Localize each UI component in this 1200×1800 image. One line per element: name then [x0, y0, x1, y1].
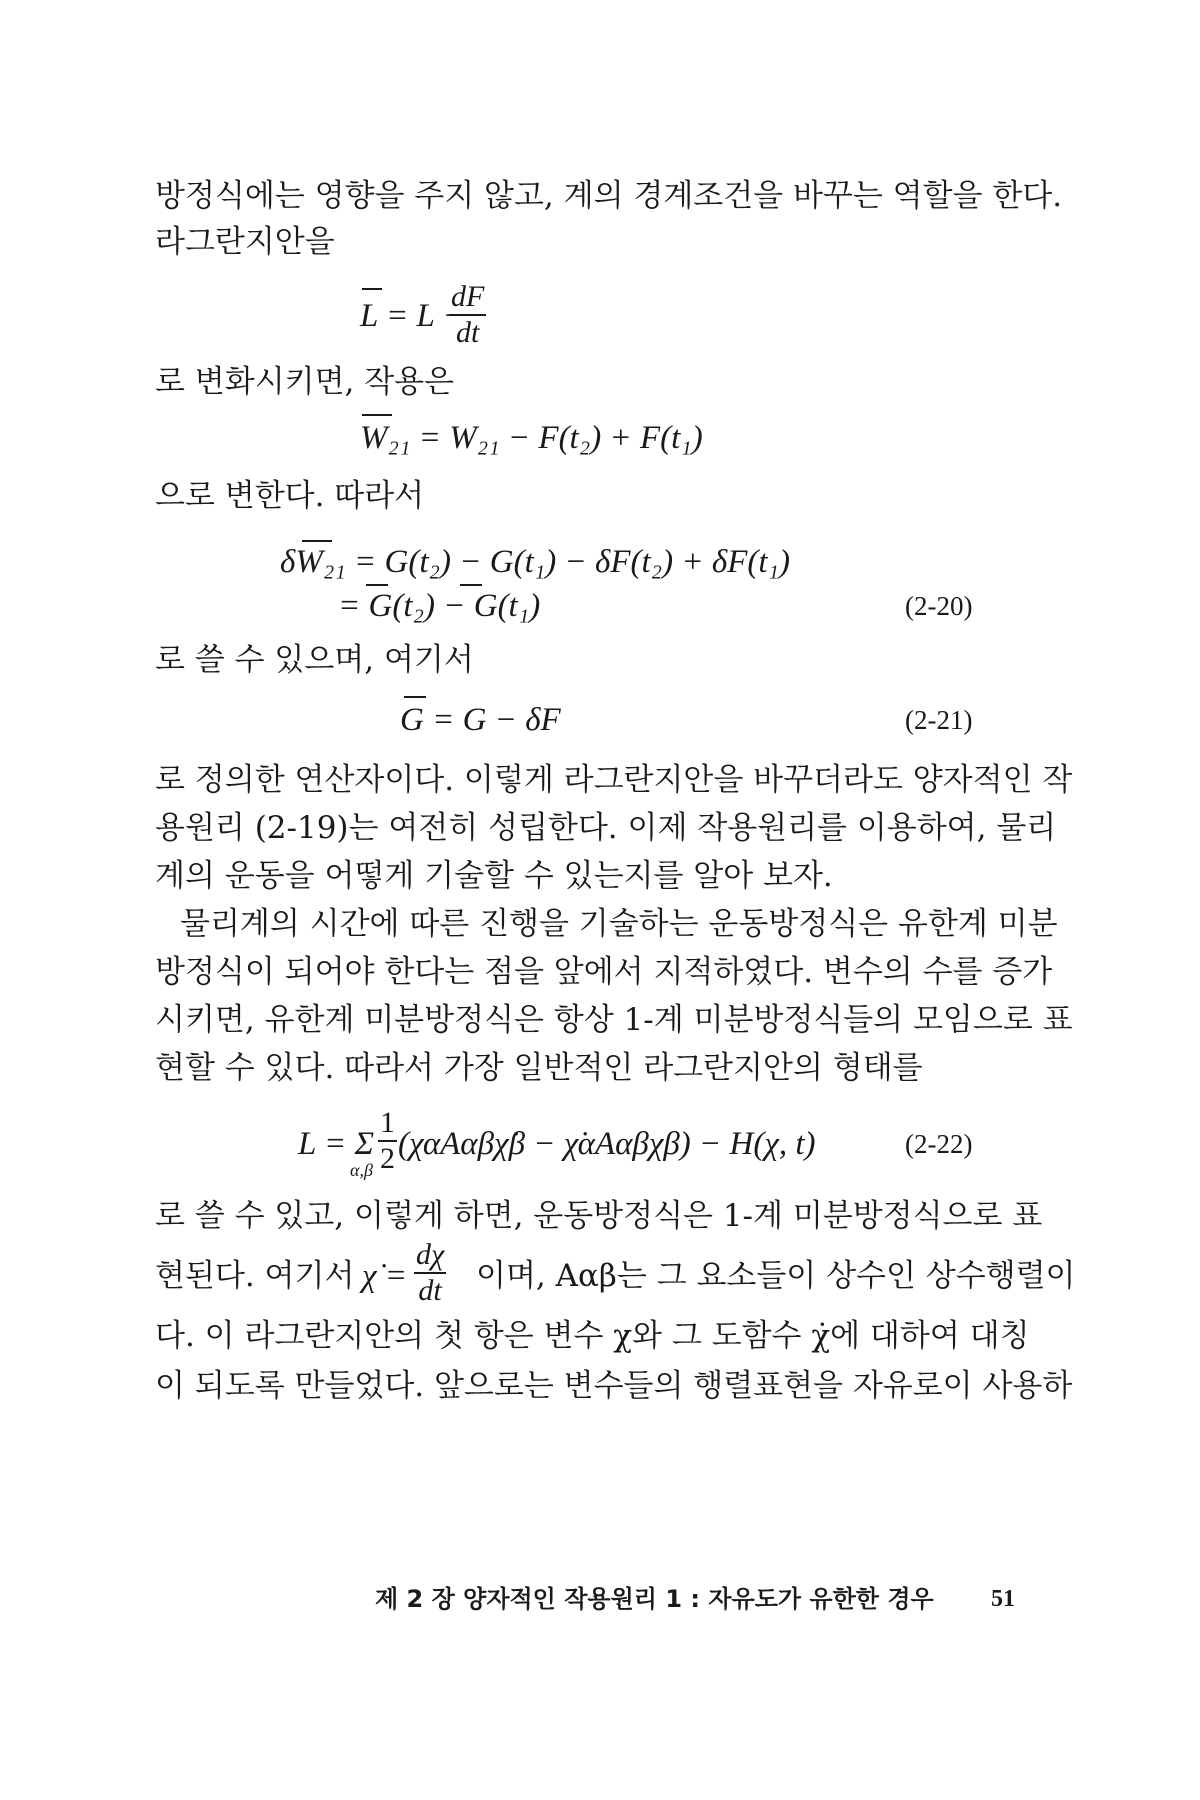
equation-deltaw-line1: δW₂₁ = G(t₂) − G(t₁) − δF(t₂) + δF(t₁): [280, 544, 790, 580]
paragraph-line: 로 쓸 수 있으며, 여기서: [155, 642, 474, 678]
equation-w21: W₂₁ = W₂₁ − F(t₂) + F(t₁): [360, 420, 703, 456]
overline: [362, 288, 382, 290]
fraction-denominator: dt: [418, 1274, 442, 1307]
paragraph-line: 로 쓸 수 있고, 이렇게 하면, 운동방정식은 1-계 미분방정식으로 표: [155, 1198, 1043, 1234]
page-number: 51: [991, 1586, 1015, 1612]
paragraph-line: 으로 변한다. 따라서: [155, 478, 425, 514]
fraction-denominator: 2: [380, 1142, 395, 1175]
running-footer-title: 제 2 장 양자적인 작용원리 1 : 자유도가 유한한 경우: [375, 1585, 934, 1613]
equation-gbar: G = G − δF: [400, 702, 561, 738]
fraction: [378, 1106, 397, 1176]
paragraph-line: 방정식에는 영향을 주지 않고, 계의 경계조건을 바꾸는 역할을 한다.: [155, 178, 1063, 214]
paragraph-line: 다. 이 라그란지안의 첫 항은 변수 χ와 그 도함수 χ̇에 대하여 대칭: [155, 1318, 1030, 1354]
paragraph-line: 로 변화시키면, 작용은: [155, 364, 455, 400]
paragraph-line: 라그란지안을: [155, 224, 335, 260]
equation-number: (2-21): [905, 705, 973, 735]
equation-lhs: L = L −: [360, 298, 465, 334]
equation-rhs: (χαAαβχ̇β − χ̇αAαβχβ) − H(χ, t): [398, 1126, 816, 1162]
equation-number: (2-20): [905, 591, 973, 621]
page-footer: [375, 1582, 1015, 1616]
fraction: [414, 1238, 446, 1308]
overline: [404, 696, 426, 698]
overline: [362, 414, 392, 416]
paragraph-line: 용원리 (2-19)는 여전히 성립한다. 이제 작용원리를 이용하여, 물리: [155, 810, 1057, 846]
fraction-numerator: dχ: [414, 1238, 446, 1274]
text-segment: 현된다. 여기서: [155, 1258, 355, 1294]
equation-lhs: L = Σ: [298, 1126, 375, 1162]
paragraph-line: 방정식이 되어야 한다는 점을 앞에서 지적하였다. 변수의 수를 증가: [155, 954, 1053, 990]
paragraph-line: 시키면, 유한계 미분방정식은 항상 1-계 미분방정식들의 모임으로 표: [155, 1002, 1073, 1038]
sum-index: α,β: [350, 1160, 373, 1180]
paragraph-line: 현할 수 있다. 따라서 가장 일반적인 라그란지안의 형태를: [155, 1050, 923, 1086]
paragraph-line: 물리계의 시간에 따른 진행을 기술하는 운동방정식은 유한계 미분: [180, 906, 1058, 942]
fraction-numerator: 1: [378, 1106, 397, 1142]
inline-variable: χ̇ =: [362, 1258, 408, 1294]
fraction-numerator: dF: [449, 280, 486, 316]
fraction: [449, 280, 486, 350]
text-segment: 이며, Aαβ는 그 요소들이 상수인 상수행렬이: [476, 1258, 1076, 1294]
equation-number: (2-22): [905, 1129, 973, 1159]
paragraph-line: 계의 운동을 어떻게 기술할 수 있는지를 알아 보자.: [155, 858, 833, 894]
equation-deltaw-line2: = G(t₂) − G(t₁): [338, 588, 541, 624]
paragraph-line: 로 정의한 연산자이다. 이렇게 라그란지안을 바꾸더라도 양자적인 작: [155, 762, 1073, 798]
fraction-denominator: dt: [455, 316, 480, 349]
paragraph-line: 이 되도록 만들었다. 앞으로는 변수들의 행렬표현을 자유로이 사용하: [155, 1368, 1073, 1404]
